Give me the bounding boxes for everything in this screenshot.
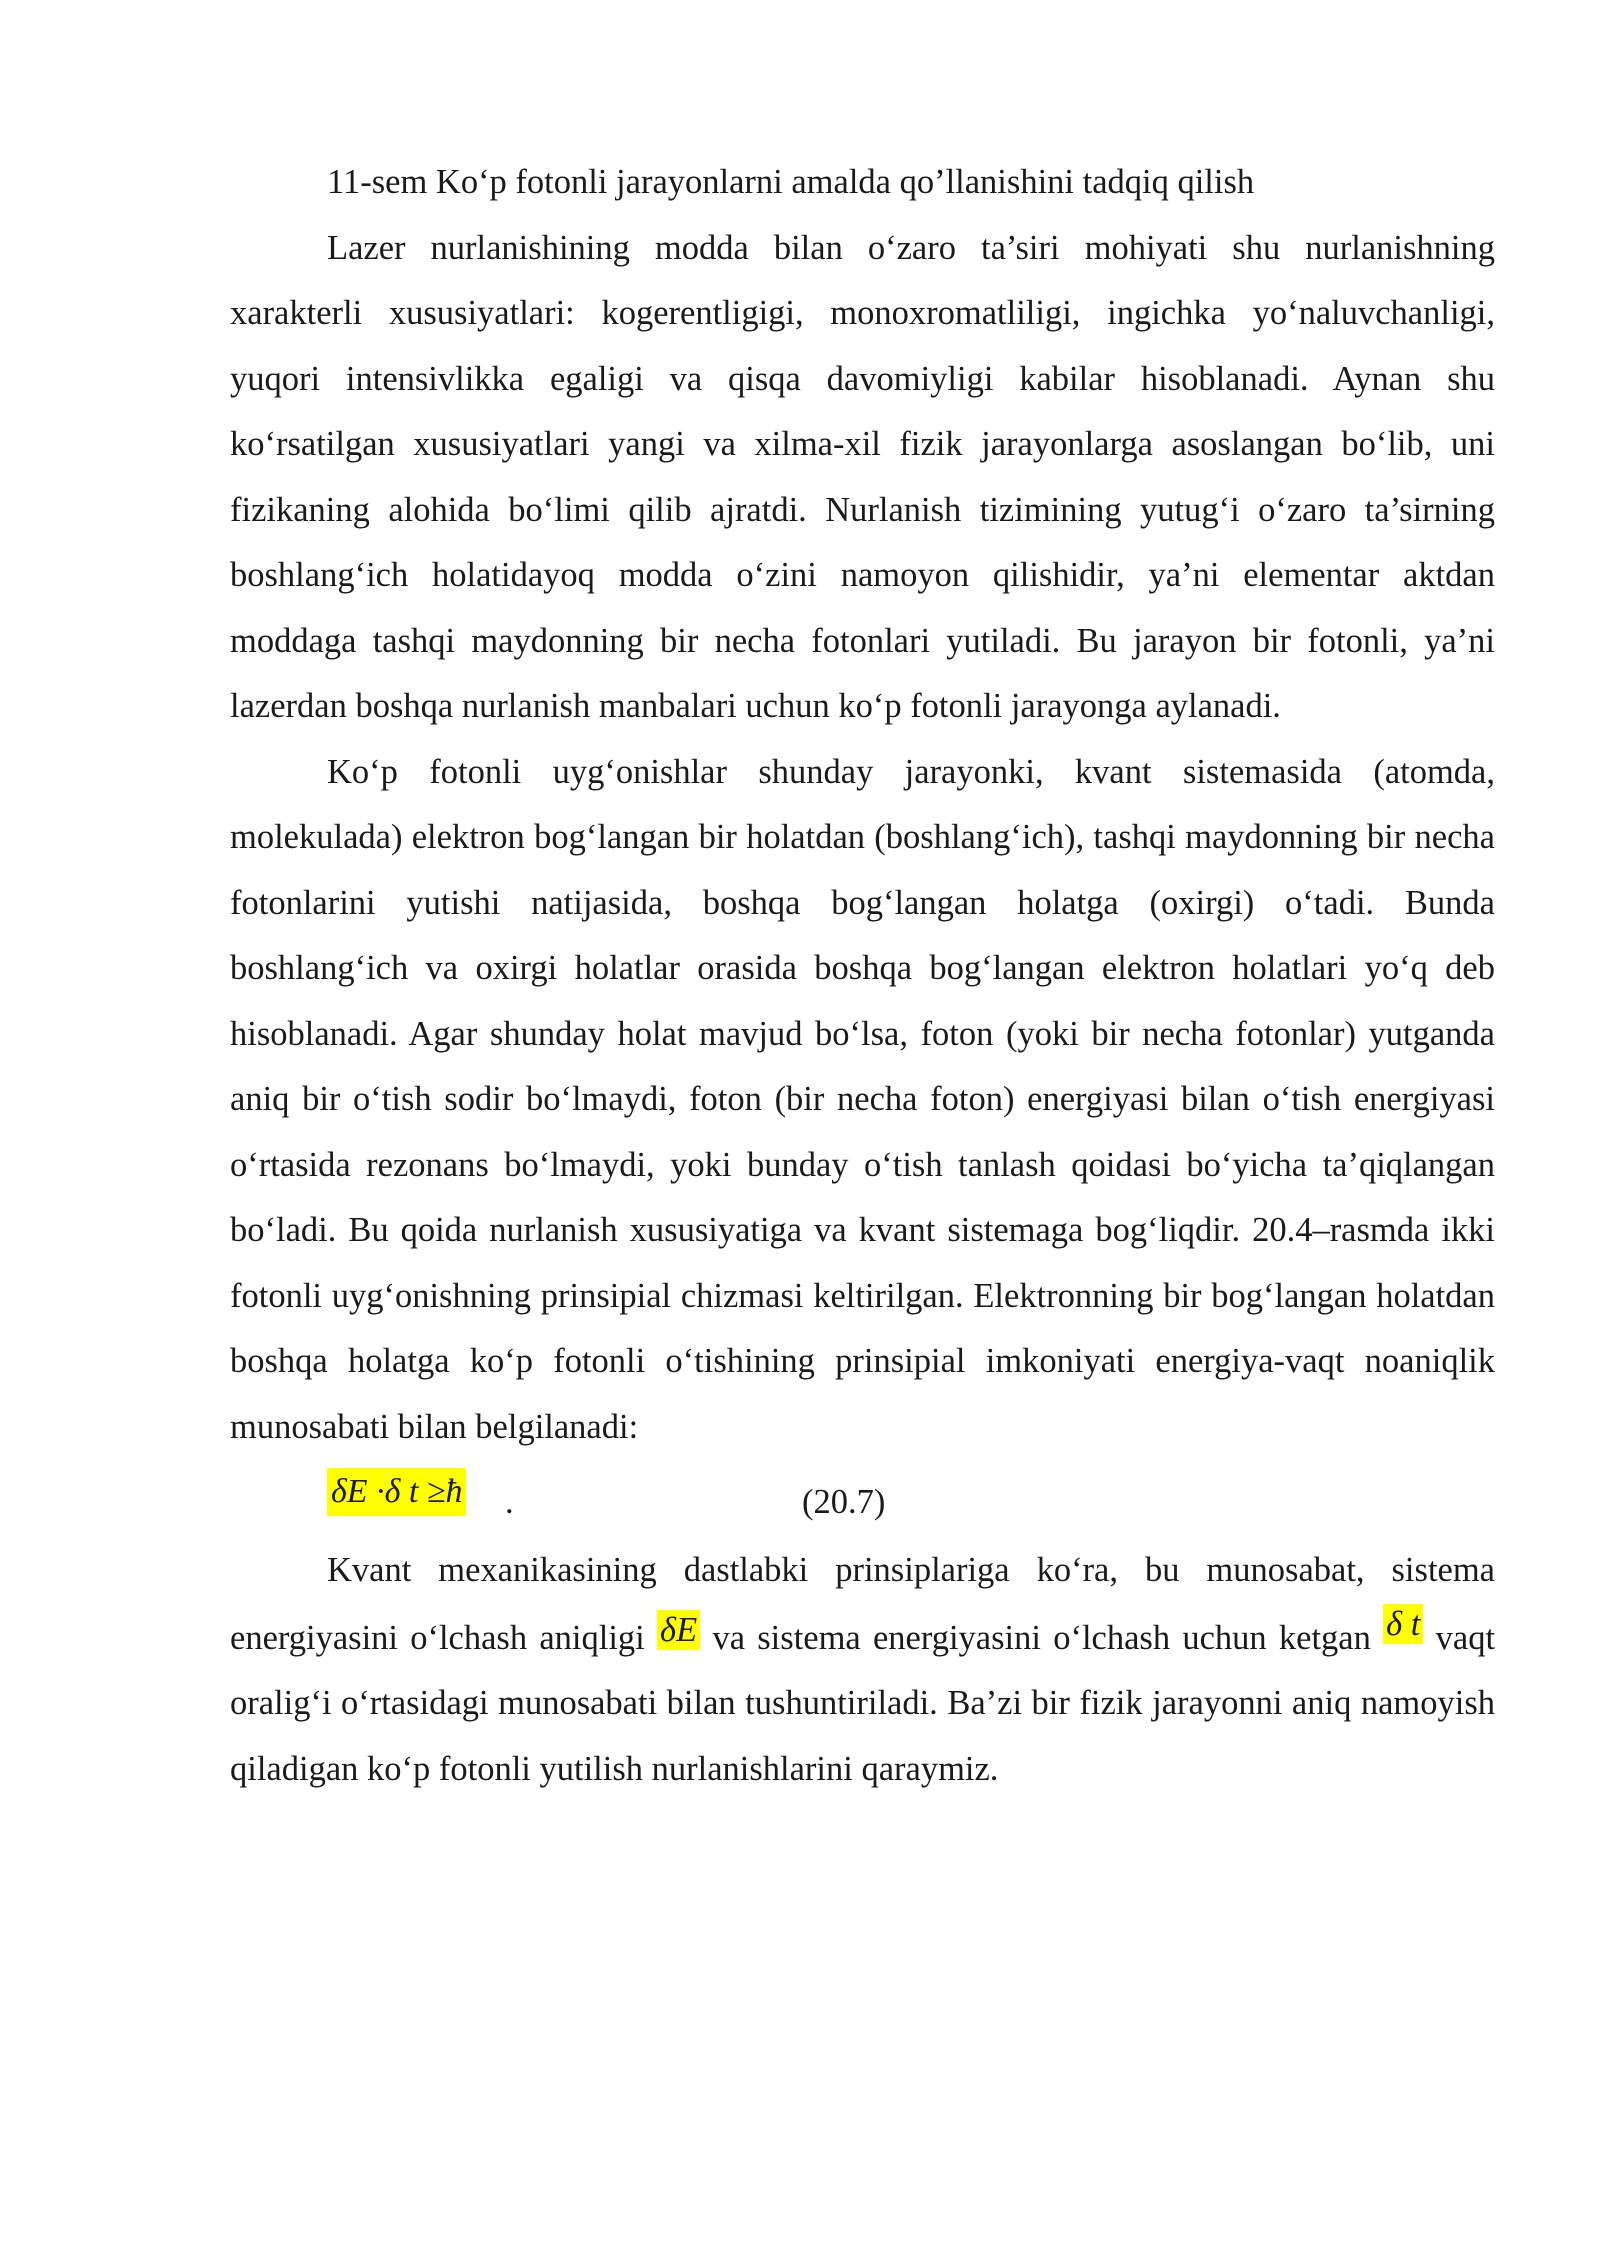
formula-period: . xyxy=(505,1483,514,1521)
equation-number: (20.7) xyxy=(802,1483,886,1521)
symbol-delta-t: δ t xyxy=(1383,1604,1423,1644)
paragraph-3 xyxy=(230,1538,1495,1802)
paragraph-3-text-1: Kvant mexanikasining dastlabki prinsiplariga koʻra, bu munosabat, sistema energiyasini oʻlchash aniqligi xyxy=(230,1551,1495,1657)
paragraph-3-text-3: vaqt oraligʻi oʻrtasidagi munosabati bilan tushuntiriladi. Ba’zi bir fizik jarayonni aniq namoyish qiladigan koʻp fotonli yutilish nurlanishlarini qaraymiz. xyxy=(230,1618,1496,1788)
paragraph-1: Lazer nurlanishining modda bilan oʻzaro ta’siri mohiyati shu nurlanishning xarakterli xususiyatlari: kogerentligigi, monoxromatliligi, ingichka yoʻnaluvchanligi, yuqori intensivlikka egaligi va qisqa davomiyligi kabilar hisoblanadi. Aynan shu koʻrsatilgan xususiyatlari yangi va xilma-xil fizik jarayonlarga asoslangan boʻlib, uni fizikaning alohida boʻlimi qilib ajratdi. Nurlanish tizimining yutugʻi oʻzaro ta’sirning boshlangʻich holatidayoq modda oʻzini namoyon qilishidir, ya’ni elementar aktdan moddaga tashqi maydonning bir necha fotonlari yutiladi. Bu jarayon bir fotonli, ya’ni lazerdan boshqa nurlanish manbalari uchun koʻp fotonli jarayonga aylanadi. xyxy=(230,228,1495,725)
document-page xyxy=(230,150,1495,1802)
uncertainty-formula: δE ·δ t ≥ħ xyxy=(327,1468,466,1516)
formula-line xyxy=(230,1460,1495,1538)
paragraph-3-text-2: va sistema energiyasini oʻlchash uchun ketgan xyxy=(712,1618,1371,1657)
symbol-delta-e: δE xyxy=(657,1610,700,1650)
document-title: 11-sem Koʻp fotonli jarayonlarni amalda qo’llanishini tadqiq qilish xyxy=(327,163,1255,201)
paragraph-2: Koʻp fotonli uygʻonishlar shunday jarayonki, kvant sistemasida (atomda, molekulada) elektron bogʻlangan bir holatdan (boshlangʻich), tashqi maydonning bir necha fotonlarini yutishi natijasida, boshqa bogʻlangan holatga (oxirgi) oʻtadi. Bunda boshlangʻich va oxirgi holatlar orasida boshqa bogʻlangan elektron holatlari yoʻq deb hisoblanadi. Agar shunday holat mavjud boʻlsa, foton (yoki bir necha fotonlar) yutganda aniq bir oʻtish sodir boʻlmaydi, foton (bir necha foton) energiyasi bilan oʻtish energiyasi oʻrtasida rezonans boʻlmaydi, yoki bunday oʻtish tanlash qoidasi boʻyicha ta’qiqlangan boʻladi. Bu qoida nurlanish xususiyatiga va kvant sistemaga bogʻliqdir. 20.4–rasmda ikki fotonli uygʻonishning prinsipial chizmasi keltirilgan. Elektronning bir bogʻlangan holatdan boshqa holatga koʻp fotonli oʻtishining prinsipial imkoniyati energiya-vaqt noaniqlik munosabati bilan belgilanadi: xyxy=(230,752,1495,1446)
